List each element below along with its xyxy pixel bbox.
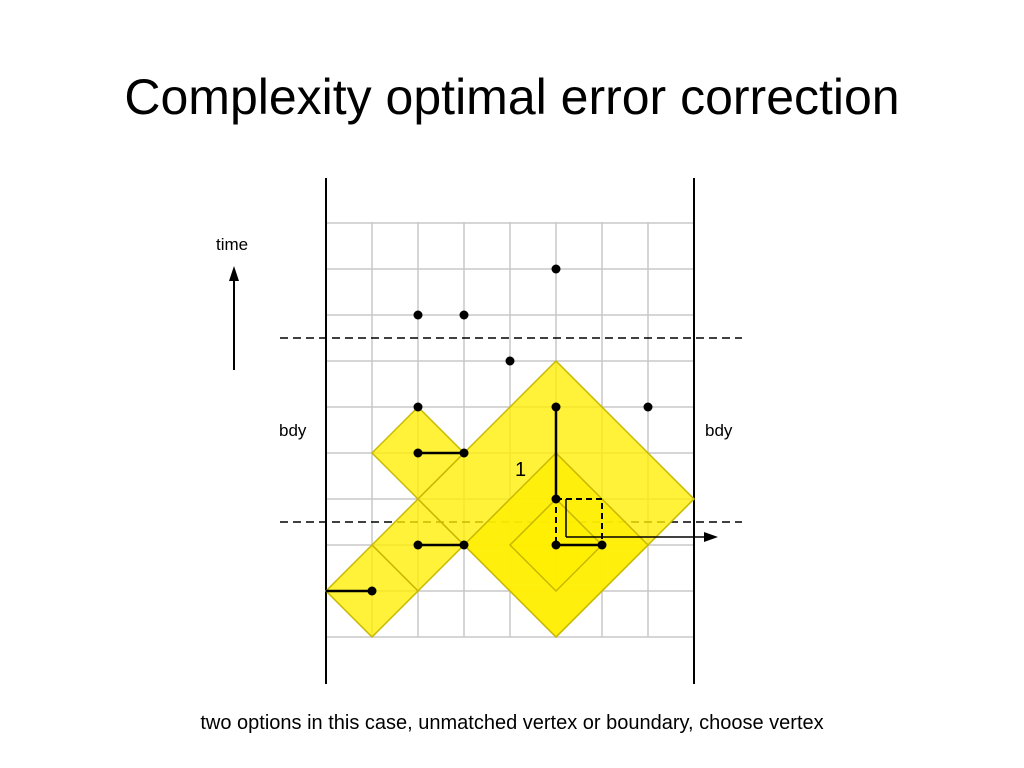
connector-arrow-head-icon — [704, 532, 718, 542]
vertex-dot — [368, 587, 377, 596]
vertex-dot — [414, 541, 423, 550]
vertex-dot — [460, 541, 469, 550]
vertex-dot — [598, 541, 607, 550]
vertex-dot — [644, 403, 653, 412]
vertex-dot — [552, 265, 561, 274]
vertex-dot — [414, 449, 423, 458]
vertex-dot — [552, 403, 561, 412]
vertex-dot — [460, 449, 469, 458]
vertex-dot — [552, 495, 561, 504]
vertex-dot — [552, 541, 561, 550]
boundary-right-label: bdy — [705, 421, 733, 440]
vertex-dot — [506, 357, 515, 366]
vertex-dot — [460, 311, 469, 320]
slide-title: Complexity optimal error correction — [124, 69, 900, 125]
slide-caption: two options in this case, unmatched vertex or boundary, choose vertex — [200, 712, 824, 734]
vertex-dot — [414, 403, 423, 412]
diamond-label: 1 — [515, 459, 527, 481]
vertex-dot — [414, 311, 423, 320]
time-axis-label: time — [216, 235, 249, 254]
time-arrow-head-icon — [229, 266, 239, 281]
boundary-left-label: bdy — [279, 421, 307, 440]
